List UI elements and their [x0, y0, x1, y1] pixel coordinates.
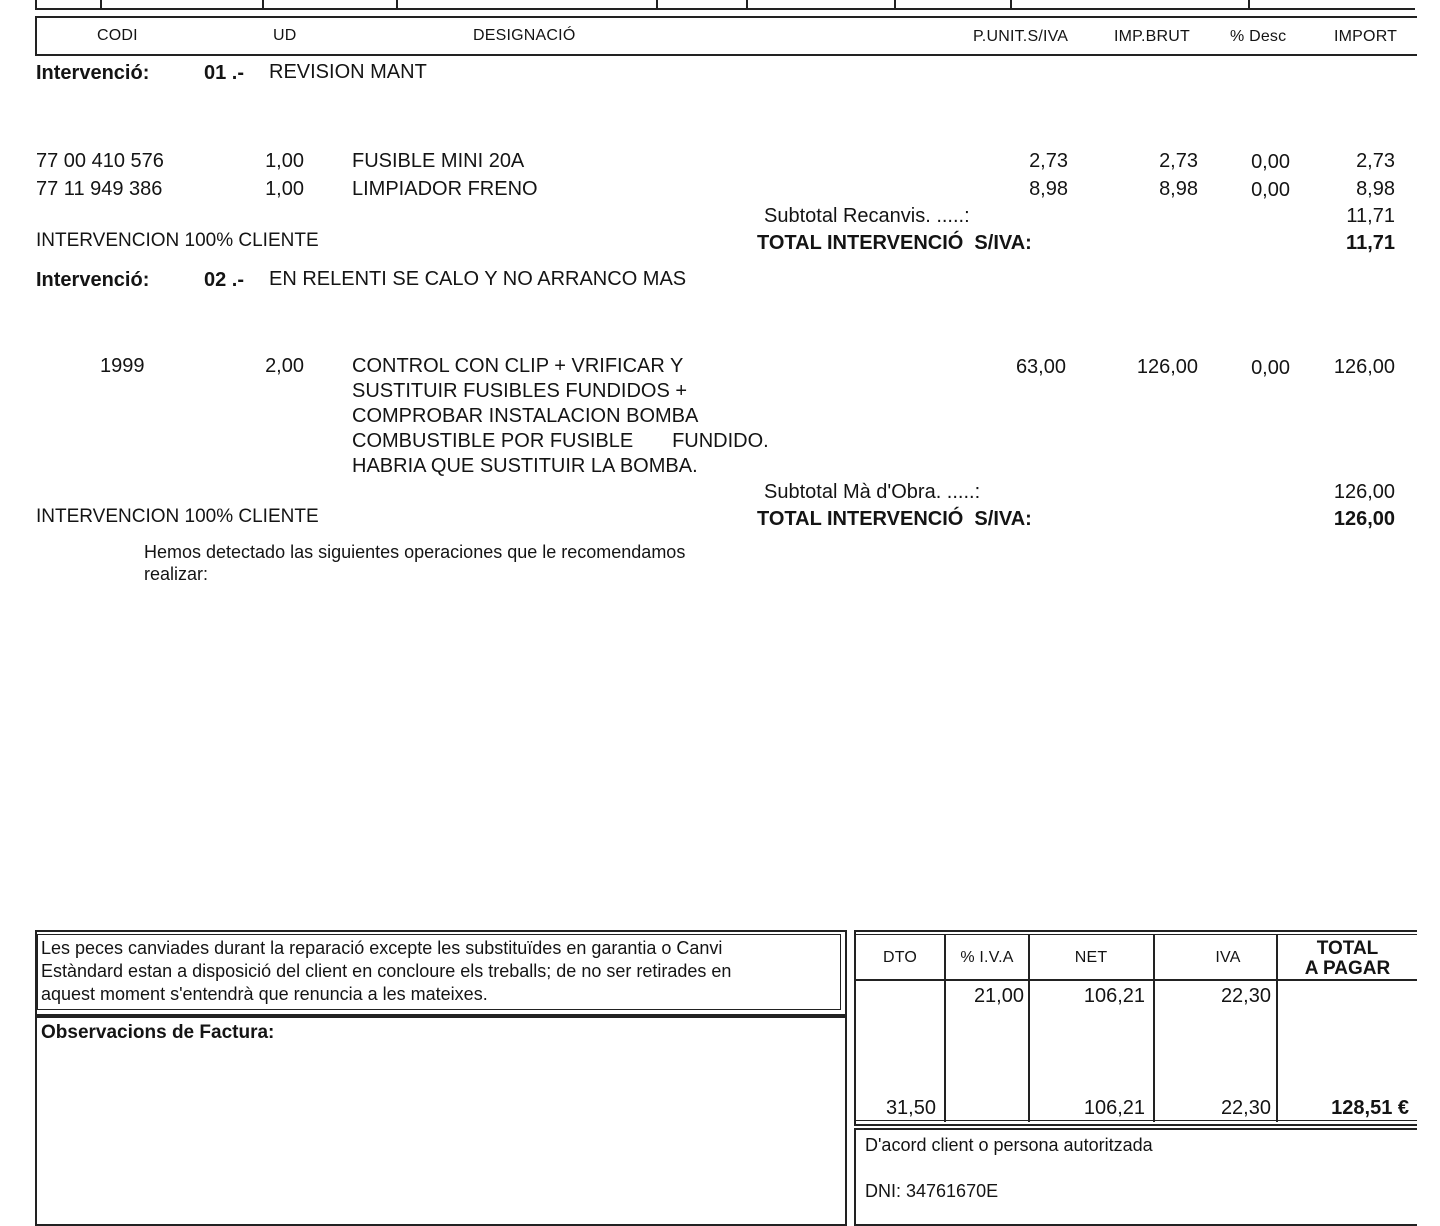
- signature-label: D'acord client o persona autoritzada: [865, 1135, 1153, 1155]
- line-brut: 126,00: [1136, 356, 1198, 378]
- line-punit: 8,98: [1029, 178, 1068, 200]
- header-ud: UD: [273, 27, 297, 44]
- recommendation-line-2: realizar:: [144, 564, 209, 584]
- totals-header-total-1: TOTAL: [1316, 938, 1379, 959]
- totals-header-total-2: A PAGAR: [1304, 958, 1391, 979]
- intervention-2-title: EN RELENTI SE CALO Y NO ARRANCO MAS: [269, 268, 687, 290]
- totals-header-net: NET: [1074, 949, 1108, 966]
- line-codi: 77 00 410 576: [36, 150, 164, 172]
- line-description-2: SUSTITUIR FUSIBLES FUNDIDOS +: [352, 380, 688, 402]
- client-note: INTERVENCION 100% CLIENTE: [36, 230, 319, 251]
- column-header-bar: [35, 16, 1417, 56]
- client-note: INTERVENCION 100% CLIENTE: [36, 506, 319, 527]
- line-import: 2,73: [1356, 150, 1395, 172]
- top-divider: [1248, 0, 1250, 9]
- notice-line-3: aquest moment s'entendrà que renuncia a les mateixes.: [41, 984, 488, 1004]
- line-description-3: COMPROBAR INSTALACION BOMBA: [352, 405, 699, 427]
- intervention-2-number: 02 .-: [204, 269, 245, 291]
- top-border-line: [35, 8, 1415, 10]
- line-ud: 1,00: [265, 150, 304, 172]
- totals-iva-pct-value: 21,00: [973, 985, 1024, 1007]
- top-divider: [396, 0, 398, 9]
- header-punit: P.UNIT.S/IVA: [973, 28, 1069, 45]
- recommendation-line-1: Hemos detectado las siguientes operaciones que le recomendamos: [144, 542, 686, 562]
- totals-dto-footer: 31,50: [885, 1097, 936, 1119]
- totals-inner-top: [856, 934, 1417, 935]
- total-intervention-label: TOTAL INTERVENCIÓ S/IVA:: [757, 508, 1032, 530]
- line-ud: 2,00: [265, 355, 304, 377]
- line-description-5: HABRIA QUE SUSTITUIR LA BOMBA.: [352, 455, 698, 477]
- signature-dni: DNI: 34761670E: [865, 1181, 999, 1201]
- top-divider: [262, 0, 264, 9]
- totals-iva-value: 22,30: [1220, 985, 1271, 1007]
- top-divider: [35, 0, 37, 9]
- intervention-2-label: Intervenció:: [36, 269, 150, 291]
- intervention-1-number: 01 .-: [204, 62, 245, 84]
- header-desc: % Desc: [1230, 28, 1287, 45]
- header-impbrut: IMP.BRUT: [1114, 28, 1190, 45]
- line-dto: 0,00: [1251, 357, 1290, 379]
- line-brut: 2,73: [1159, 150, 1198, 172]
- line-dto: 0,00: [1251, 179, 1290, 201]
- line-punit: 63,00: [1015, 356, 1066, 378]
- observations-label: Observacions de Factura:: [41, 1022, 275, 1043]
- total-to-pay: 128,51 €: [1331, 1097, 1409, 1119]
- total-intervention-label: TOTAL INTERVENCIÓ S/IVA:: [757, 232, 1032, 254]
- total-intervention-value: 126,00: [1333, 508, 1395, 530]
- intervention-1-label: Intervenció:: [36, 62, 150, 84]
- observations-box: [35, 1016, 847, 1226]
- line-codi: 77 11 949 386: [36, 178, 163, 200]
- notice-line-2: Estàndard estan a disposició del client en concloure els treballs; de no ser retirades en: [41, 961, 732, 981]
- totals-iva-footer: 22,30: [1220, 1097, 1271, 1119]
- top-divider: [894, 0, 896, 9]
- header-designacio: DESIGNACIÓ: [473, 27, 576, 44]
- line-dto: 0,00: [1251, 151, 1290, 173]
- totals-header-iva: IVA: [1215, 949, 1241, 966]
- subtotal-label: Subtotal Recanvis. .....:: [764, 205, 970, 227]
- top-divider: [656, 0, 658, 9]
- line-description-4: COMBUSTIBLE POR FUSIBLE FUNDIDO.: [352, 430, 769, 452]
- intervention-1-title: REVISION MANT: [269, 61, 427, 83]
- top-divider: [1010, 0, 1012, 9]
- line-punit: 2,73: [1029, 150, 1068, 172]
- line-codi: 1999: [100, 355, 145, 377]
- top-divider: [746, 0, 748, 9]
- line-import: 126,00: [1333, 356, 1395, 378]
- line-import: 8,98: [1356, 178, 1395, 200]
- subtotal-value: 11,71: [1346, 205, 1395, 227]
- line-description-1: CONTROL CON CLIP + VRIFICAR Y: [352, 355, 684, 377]
- totals-header-dto: DTO: [882, 949, 918, 966]
- line-description: LIMPIADOR FRENO: [352, 178, 538, 200]
- totals-footer-divider: [856, 1120, 1417, 1121]
- header-import: IMPORT: [1334, 28, 1398, 45]
- header-codi: CODI: [97, 27, 138, 44]
- line-ud: 1,00: [265, 178, 304, 200]
- totals-header-iva-pct: % I.V.A: [960, 949, 1014, 966]
- line-brut: 8,98: [1159, 178, 1198, 200]
- totals-net-footer: 106,21: [1083, 1097, 1145, 1119]
- notice-line-1: Les peces canviades durant la reparació excepte les substituïdes en garantia o Canvi: [41, 938, 723, 958]
- subtotal-label: Subtotal Mà d'Obra. .....:: [764, 481, 981, 503]
- totals-net-value: 106,21: [1083, 985, 1145, 1007]
- subtotal-value: 126,00: [1333, 481, 1395, 503]
- total-intervention-value: 11,71: [1346, 232, 1395, 254]
- top-divider: [100, 0, 102, 9]
- line-description: FUSIBLE MINI 20A: [352, 150, 525, 172]
